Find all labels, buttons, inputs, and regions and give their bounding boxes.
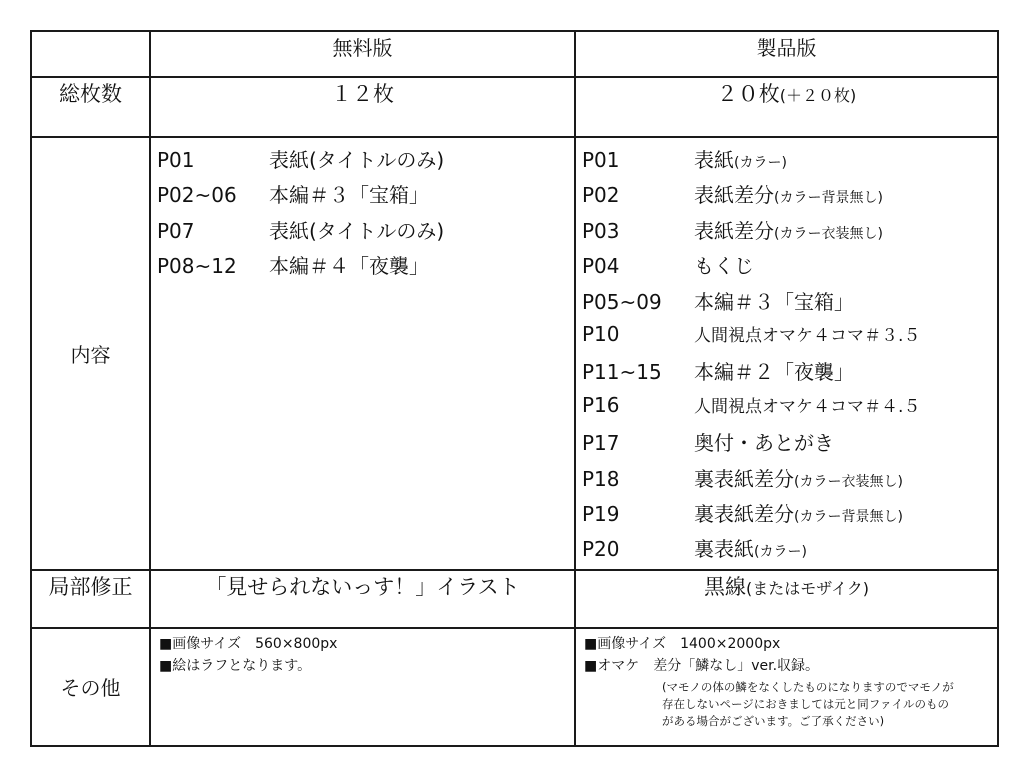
page-number: P03 [582, 218, 620, 243]
paid-count-extra: (＋２０枚) [779, 86, 857, 105]
page-number: P05~09 [582, 289, 662, 314]
paid-page-entry [582, 498, 997, 533]
free-notes [151, 629, 574, 677]
free-other-cell [150, 628, 575, 746]
paid-notes [576, 629, 997, 677]
contents-row [31, 137, 998, 570]
paid-page-entry [582, 321, 997, 356]
page-title: 表紙(タイトルのみ) [269, 218, 445, 243]
comparison-table [30, 30, 999, 747]
page-number: P02~06 [157, 183, 237, 208]
paid-note: ■オマケ 差分「鱗なし」ver.収録。 [584, 657, 820, 674]
paid-page-entry [582, 286, 997, 321]
page-title: 表紙差分 [694, 218, 774, 243]
paid-page-entry [582, 215, 997, 250]
free-page-entry [157, 215, 574, 250]
page-title: 裏表紙差分 [694, 466, 794, 491]
page-number: P01 [157, 148, 195, 172]
censor-label: 局部修正 [31, 570, 150, 628]
paid-page-entry [582, 533, 997, 568]
paid-subnote: (マモノの体の鱗をなくしたものになりますのでマモノが 存在しないページにおきましては元と同ファイルのもの がある場合がございます。ご了承ください) [662, 679, 954, 728]
page-note: (カラー衣装無し) [774, 225, 883, 242]
paid-edition-header: 製品版 [575, 31, 998, 77]
paid-page-entry [582, 356, 997, 391]
censor-row [31, 570, 998, 628]
page-number: P17 [582, 431, 620, 456]
other-label: その他 [31, 628, 150, 746]
count-row [31, 77, 998, 137]
page-title: 裏表紙 [694, 537, 754, 562]
page-note: (カラー) [734, 155, 787, 171]
page-title: 表紙(タイトルのみ) [269, 148, 445, 172]
free-note: ■絵はラフとなります。 [159, 657, 312, 674]
free-censor: 「見せられないっす！」イラスト [150, 570, 575, 628]
page-note: (カラー背景無し) [774, 190, 883, 207]
page-title: 本編＃３「宝箱」 [694, 289, 854, 314]
free-contents-cell [150, 137, 575, 570]
page-number: P11~15 [582, 360, 662, 385]
page-number: P18 [582, 466, 620, 491]
header-row [31, 31, 998, 77]
paid-page-entry [582, 392, 997, 427]
paid-page-entry [582, 250, 997, 285]
page-title: 人間視点オマケ４コマ＃３.５ [694, 325, 921, 346]
page-title: 裏表紙差分 [694, 501, 794, 526]
page-note: (カラー衣装無し) [794, 473, 903, 490]
free-page-entry [157, 144, 574, 179]
corner-cell [31, 31, 150, 77]
page-number: P04 [582, 254, 620, 279]
free-page-list [151, 138, 574, 286]
page-number: P20 [582, 537, 620, 562]
paid-contents-cell [575, 137, 998, 570]
page-title: 表紙差分 [694, 183, 774, 208]
free-page-entry [157, 250, 574, 285]
paid-count [575, 77, 998, 137]
page-title: もくじ [694, 254, 754, 279]
page-number: P10 [582, 321, 620, 346]
count-label: 総枚数 [31, 77, 150, 137]
page-title: 本編＃４「夜襲」 [269, 254, 429, 279]
paid-other-cell [575, 628, 998, 746]
page-title: 本編＃２「夜襲」 [694, 360, 854, 385]
paid-page-entry [582, 427, 997, 462]
contents-label: 内容 [31, 137, 150, 570]
paid-page-entry [582, 463, 997, 498]
free-note: ■画像サイズ 560×800px [159, 635, 338, 652]
paid-censor-extra: (またはモザイク) [745, 578, 870, 598]
page-title: 表紙 [694, 148, 734, 172]
page-note: (カラー) [754, 544, 807, 561]
free-edition-header: 無料版 [150, 31, 575, 77]
page-title: 奥付・あとがき [694, 431, 834, 456]
other-row [31, 628, 998, 746]
paid-note: ■画像サイズ 1400×2000px [584, 635, 781, 652]
paid-page-entry [582, 179, 997, 214]
paid-count-main: ２０枚 [716, 82, 780, 106]
free-page-entry [157, 179, 574, 214]
paid-censor [575, 570, 998, 628]
page-title: 人間視点オマケ４コマ＃４.５ [694, 396, 921, 417]
page-title: 本編＃３「宝箱」 [269, 183, 429, 208]
page-number: P08~12 [157, 254, 237, 279]
paid-censor-main: 黒線 [703, 574, 746, 599]
page-number: P07 [157, 218, 195, 243]
page-note: (カラー背景無し) [794, 508, 903, 525]
page-number: P19 [582, 501, 620, 526]
page-number: P16 [582, 392, 620, 417]
paid-page-entry [582, 144, 997, 179]
page-number: P01 [582, 148, 620, 172]
free-count: １２枚 [150, 77, 575, 137]
page-number: P02 [582, 183, 620, 208]
paid-page-list [576, 138, 997, 569]
